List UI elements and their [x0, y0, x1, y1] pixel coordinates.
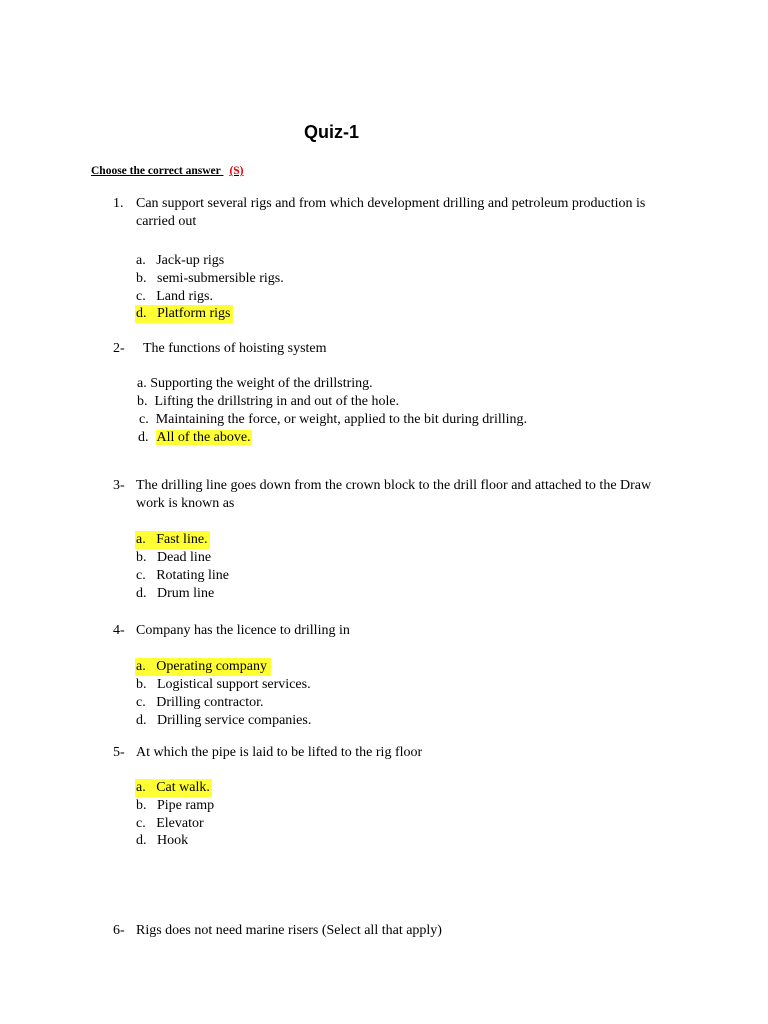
question-text: At which the pipe is laid to be lifted to the rig floor: [136, 745, 423, 760]
option-5a: [135, 779, 212, 797]
option-letter: b.: [136, 677, 147, 692]
option-letter: a.: [136, 780, 146, 795]
option-letter: d.: [136, 306, 147, 321]
quiz-title: Quiz-1: [304, 122, 360, 142]
option-letter: b.: [136, 271, 147, 286]
question-number: 2-: [113, 341, 125, 356]
option-text: Platform rigs: [157, 306, 231, 321]
question-text: Rigs does not need marine risers (Select all that apply): [136, 923, 442, 938]
question-number: 6-: [113, 923, 125, 938]
question-text: Company has the licence to drilling in: [136, 623, 350, 638]
option-2d: [138, 429, 252, 447]
option-text: semi-submersible rigs.: [157, 271, 284, 286]
option-1b: [136, 270, 284, 288]
question-number: 4-: [113, 623, 125, 638]
option-text: Hook: [157, 833, 189, 848]
question-text: The drilling line goes down from the crown block to the drill floor and attached to the Draw work is known as: [136, 478, 652, 511]
option-5d: [136, 832, 188, 850]
option-5c: [136, 815, 204, 833]
option-text: Drum line: [157, 586, 215, 601]
question-number: 3-: [113, 478, 125, 493]
option-text: Fast line.: [156, 532, 208, 547]
option-letter: d.: [136, 833, 147, 848]
option-2a: [137, 375, 373, 393]
option-letter: a.: [137, 376, 147, 391]
option-letter: d.: [138, 430, 149, 445]
option-letter: d.: [136, 713, 147, 728]
option-letter: c.: [136, 695, 146, 710]
option-1d: [135, 305, 233, 323]
option-letter: a.: [136, 532, 146, 547]
option-letter: c.: [139, 412, 149, 427]
option-text: Land rigs.: [156, 289, 213, 304]
question-number: 1.: [113, 196, 124, 211]
option-text: Logistical support services.: [157, 677, 311, 692]
option-letter: d.: [136, 586, 147, 601]
option-3b: [136, 549, 211, 567]
instruction: [91, 165, 244, 177]
option-letter: c.: [136, 289, 146, 304]
option-letter: b.: [137, 394, 148, 409]
option-2b: [137, 393, 399, 411]
option-4a: [135, 658, 271, 676]
question-text: The functions of hoisting system: [143, 341, 327, 356]
option-4d: [136, 712, 311, 730]
option-text: Supporting the weight of the drillstring.: [150, 376, 373, 391]
option-letter: a.: [136, 253, 146, 268]
option-letter: c.: [136, 816, 146, 831]
instruction-text: Choose the correct answer: [91, 165, 221, 177]
option-3c: [136, 567, 229, 585]
option-text: All of the above.: [156, 430, 251, 445]
option-letter: c.: [136, 568, 146, 583]
question-text: Can support several rigs and from which development drilling and petroleum production is carried out: [136, 196, 646, 229]
option-text: Elevator: [156, 816, 204, 831]
option-text: Drilling contractor.: [156, 695, 264, 710]
option-2c: [139, 411, 527, 429]
option-4b: [136, 676, 311, 694]
option-text: Maintaining the force, or weight, applied to the bit during drilling.: [155, 412, 528, 427]
option-text: Dead line: [157, 550, 212, 565]
option-5b: [136, 797, 214, 815]
option-1c: [136, 288, 213, 306]
instruction-mark: (S): [229, 165, 244, 177]
option-letter: a.: [136, 659, 146, 674]
option-3d: [136, 585, 214, 603]
option-letter: b.: [136, 798, 147, 813]
option-1a: [136, 252, 224, 270]
option-text: Operating company: [156, 659, 268, 674]
option-4c: [136, 694, 264, 712]
option-text: Rotating line: [156, 568, 229, 583]
option-text: Jack-up rigs: [156, 253, 225, 268]
option-text: Lifting the drillstring in and out of the hole.: [154, 394, 400, 409]
option-text: Cat walk.: [156, 780, 210, 795]
option-3a: [135, 531, 210, 549]
question-number: 5-: [113, 745, 125, 760]
option-text: Pipe ramp: [157, 798, 215, 813]
option-text: Drilling service companies.: [157, 713, 312, 728]
option-letter: b.: [136, 550, 147, 565]
